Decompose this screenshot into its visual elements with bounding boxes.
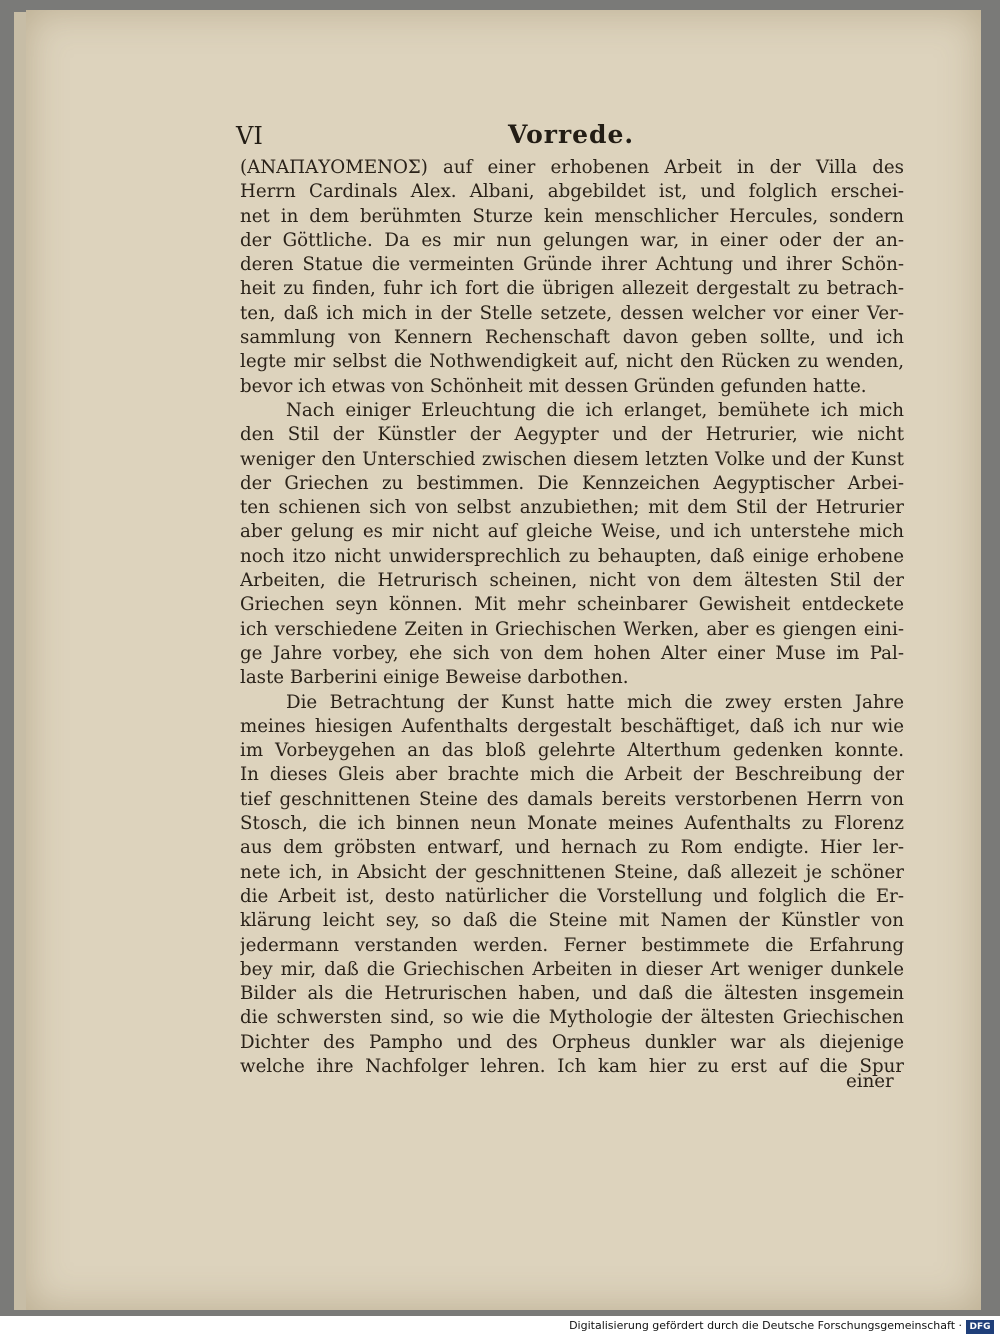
text-line: aus dem gröbsten entwarf, und hernach zu Rom endigte. Hier ler- [240,837,904,859]
text-line: klärung leicht sey, so daß die Steine mit Namen der Künstler von [240,910,904,932]
text-line: der Griechen zu bestimmen. Die Kennzeichen Aegyptischer Arbei- [240,472,904,494]
text-line: laste Barberini einige Beweise darbothen. [240,667,629,689]
text-line: Bilder als die Hetrurischen haben, und daß die ältesten insgemein [240,983,904,1005]
text-line: den Stil der Künstler der Aegypter und der Hetrurier, wie nicht [240,424,904,446]
funding-notice: Digitalisierung gefördert durch die Deutsche Forschungsgemeinschaft · [569,1319,962,1332]
text-line: (ΑΝΑΠΑΥΟΜΕΝΟΣ) auf einer erhobenen Arbeit in der Villa des [240,157,904,178]
text-line: die Arbeit ist, desto natürlicher die Vorstellung und folglich die Er- [240,885,904,907]
text-line: Griechen seyn können. Mit mehr scheinbarer Gewisheit entdeckete [240,594,904,616]
text-line: ich verschiedene Zeiten in Griechischen Werken, aber es giengen eini- [240,618,904,640]
text-line: jedermann verstanden werden. Ferner bestimmete die Erfahrung [240,934,904,956]
text-line: ge Jahre vorbey, ehe sich von dem hohen Alter einer Muse im Pal- [240,642,904,664]
text-line: sammlung von Kennern Rechenschaft davon geben sollte, und ich [240,327,904,349]
text-line: noch itzo nicht unwidersprechlich zu behaupten, daß einige erhobene [240,545,904,567]
text-line: heit zu finden, fuhr ich fort die übrigen allezeit dergestalt zu betrach- [240,278,904,300]
text-line: ten schienen sich von selbst anzubiethen; mit dem Stil der Hetrurier [240,497,904,519]
text-line: der Göttliche. Da es mir nun gelungen war, in einer oder der an- [240,229,904,251]
text-line: im Vorbeygehen an das bloß gelehrte Alterthum gedenken konnte. [240,740,904,762]
dfg-logo[interactable]: DFG [966,1320,994,1334]
text-line: nete ich, in Absicht der geschnittenen Steine, daß allezeit je schöner [240,861,904,883]
text-line: welche ihre Nachfolger lehren. Ich kam hier zu erst auf die Spur [240,1055,904,1077]
text-line: deren Statue die vermeinten Gründe ihrer Achtung und ihrer Schön- [240,254,904,276]
text-line: ten, daß ich mich in der Stelle setzete, dessen welcher vor einer Ver- [240,302,904,324]
text-line: bevor ich etwas von Schönheit mit dessen Gründen gefunden hatte. [240,375,867,397]
text-line: legte mir selbst die Nothwendigkeit auf, nicht den Rücken zu wenden, [240,351,904,373]
text-line: net in dem berühmten Sturze kein menschlicher Hercules, sondern [240,205,904,227]
text-line: Dichter des Pampho und des Orpheus dunkler war als diejenige [240,1031,904,1053]
text-line: Nach einiger Erleuchtung die ich erlanget, bemühete ich mich [286,399,904,421]
text-line: Arbeiten, die Hetrurisch scheinen, nicht von dem ältesten Stil der [240,570,904,592]
text-line: Stosch, die ich binnen neun Monate meines Aufenthalts zu Florenz [240,813,904,835]
text-line: meines hiesigen Aufenthalts dergestalt beschäftiget, daß ich nur wie [240,715,904,737]
footer-bar [0,1316,1000,1339]
text-line: Die Betrachtung der Kunst hatte mich die zwey ersten Jahre [286,691,904,713]
running-head: Vorrede. [508,120,635,149]
text-line: Herrn Cardinals Alex. Albani, abgebildet ist, und folglich erschei- [240,181,904,203]
page-number: VI [236,122,263,150]
text-line: die schwersten sind, so wie die Mythologie der ältesten Griechischen [240,1007,904,1029]
text-line: In dieses Gleis aber brachte mich die Arbeit der Beschreibung der [240,764,904,786]
text-line: weniger den Unterschied zwischen diesem letzten Volke und der Kunst [240,448,904,470]
page-header [236,122,904,152]
text-line: tief geschnittenen Steine des damals bereits verstorbenen Herrn von [240,788,904,810]
text-line: bey mir, daß die Griechischen Arbeiten in dieser Art weniger dunkele [240,958,904,980]
text-line: aber gelung es mir nicht auf gleiche Weise, und ich unterstehe mich [240,521,904,543]
catchword: einer [846,1071,894,1092]
body-text [240,156,904,1079]
